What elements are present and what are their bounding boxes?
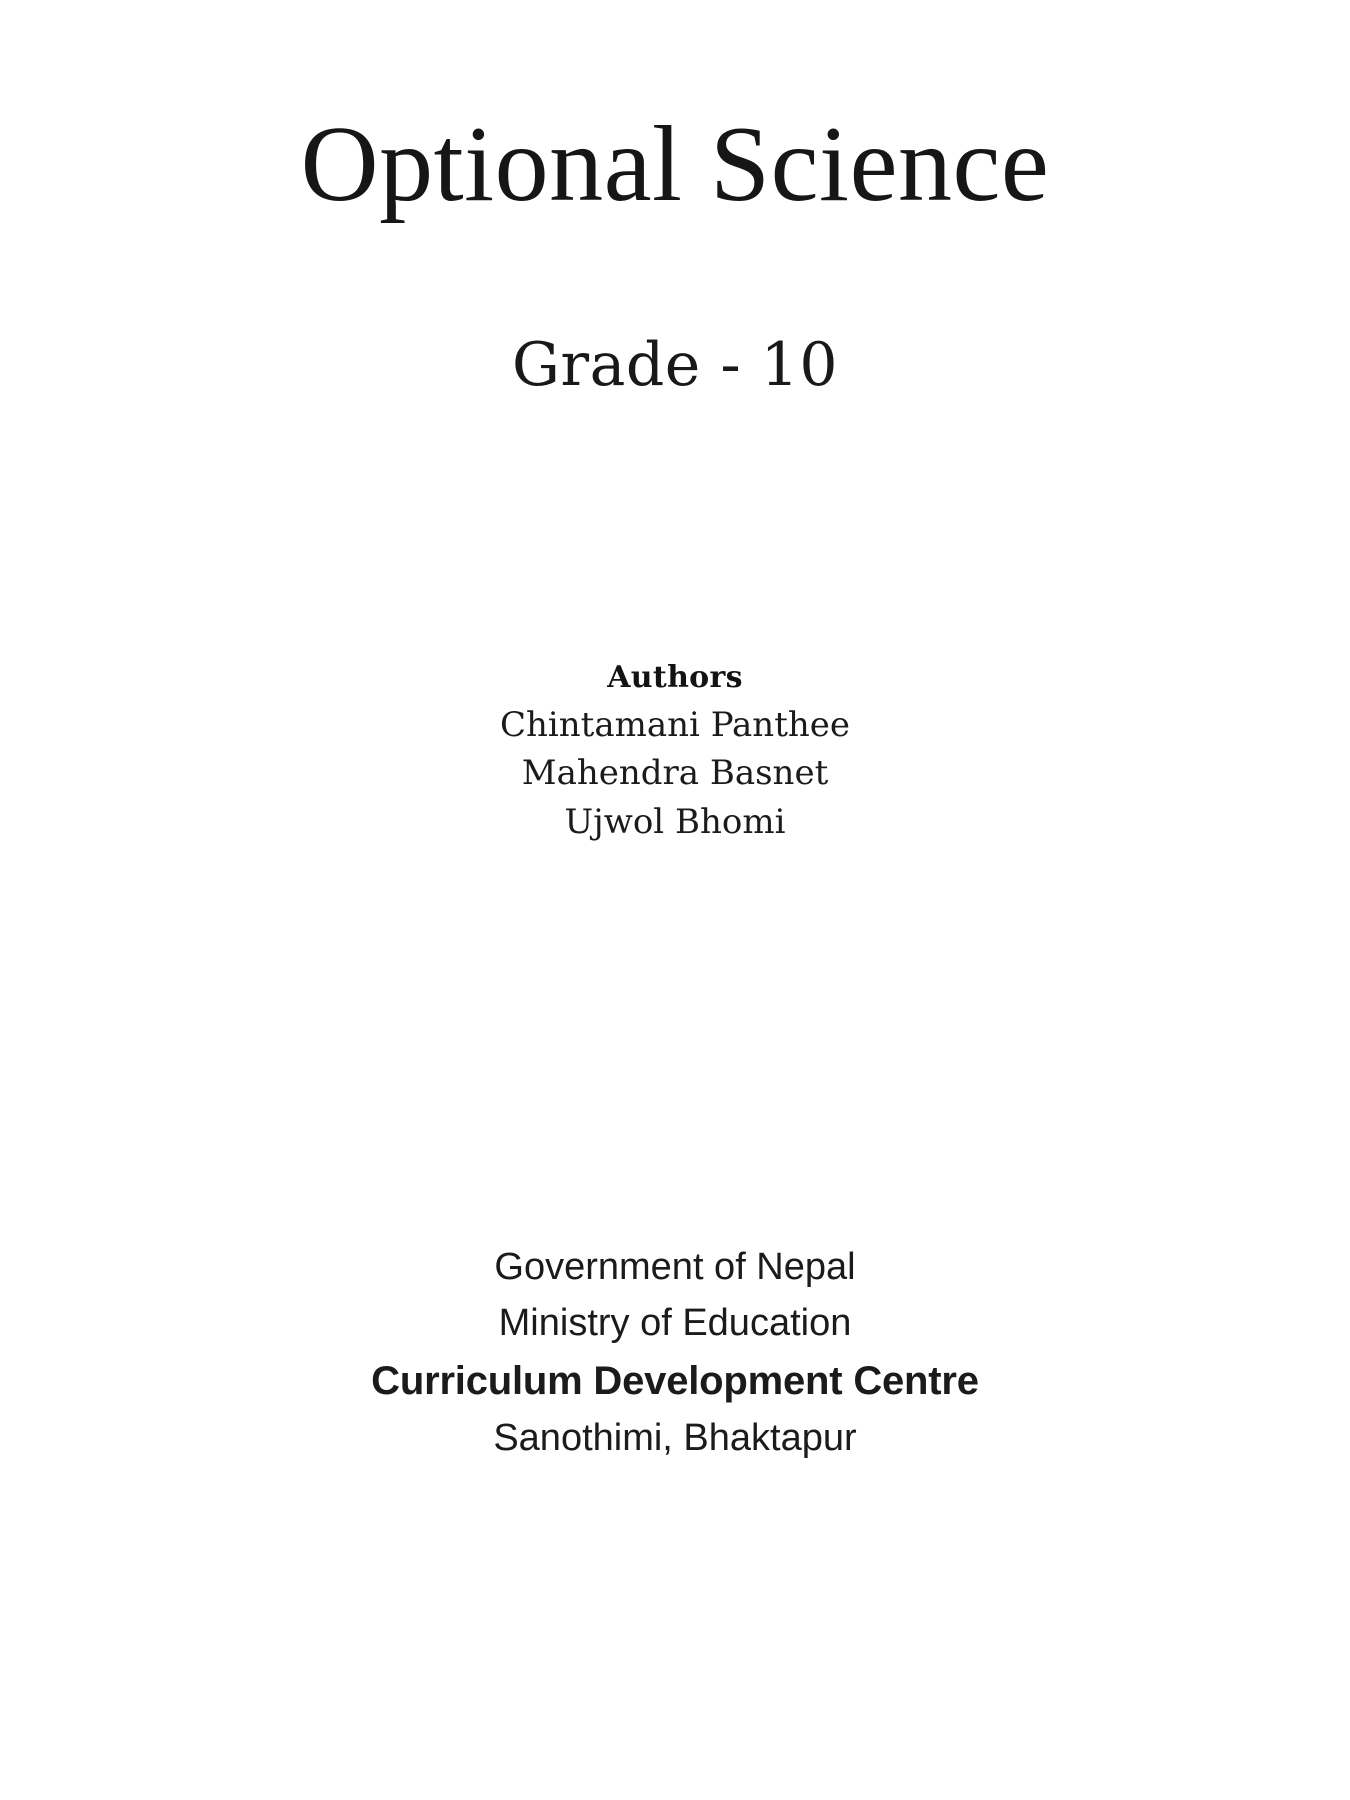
publisher-address: Sanothimi, Bhaktapur xyxy=(493,1416,857,1459)
author-name: Ujwol Bhomi xyxy=(564,801,786,842)
publisher-centre: Curriculum Development Centre xyxy=(371,1358,979,1403)
publisher-block xyxy=(0,1240,1350,1466)
publisher-government: Government of Nepal xyxy=(494,1246,856,1288)
grade-subtitle: Grade - 10 xyxy=(511,330,839,400)
author-name: Chintamani Panthee xyxy=(499,705,851,745)
publisher-ministry: Ministry of Education xyxy=(498,1301,852,1344)
authors-block xyxy=(0,660,1350,846)
title-block xyxy=(0,105,1350,224)
authors-heading: Authors xyxy=(607,660,743,695)
author-name: Mahendra Basnet xyxy=(521,753,829,794)
page-title: Optional Science xyxy=(300,105,1050,224)
